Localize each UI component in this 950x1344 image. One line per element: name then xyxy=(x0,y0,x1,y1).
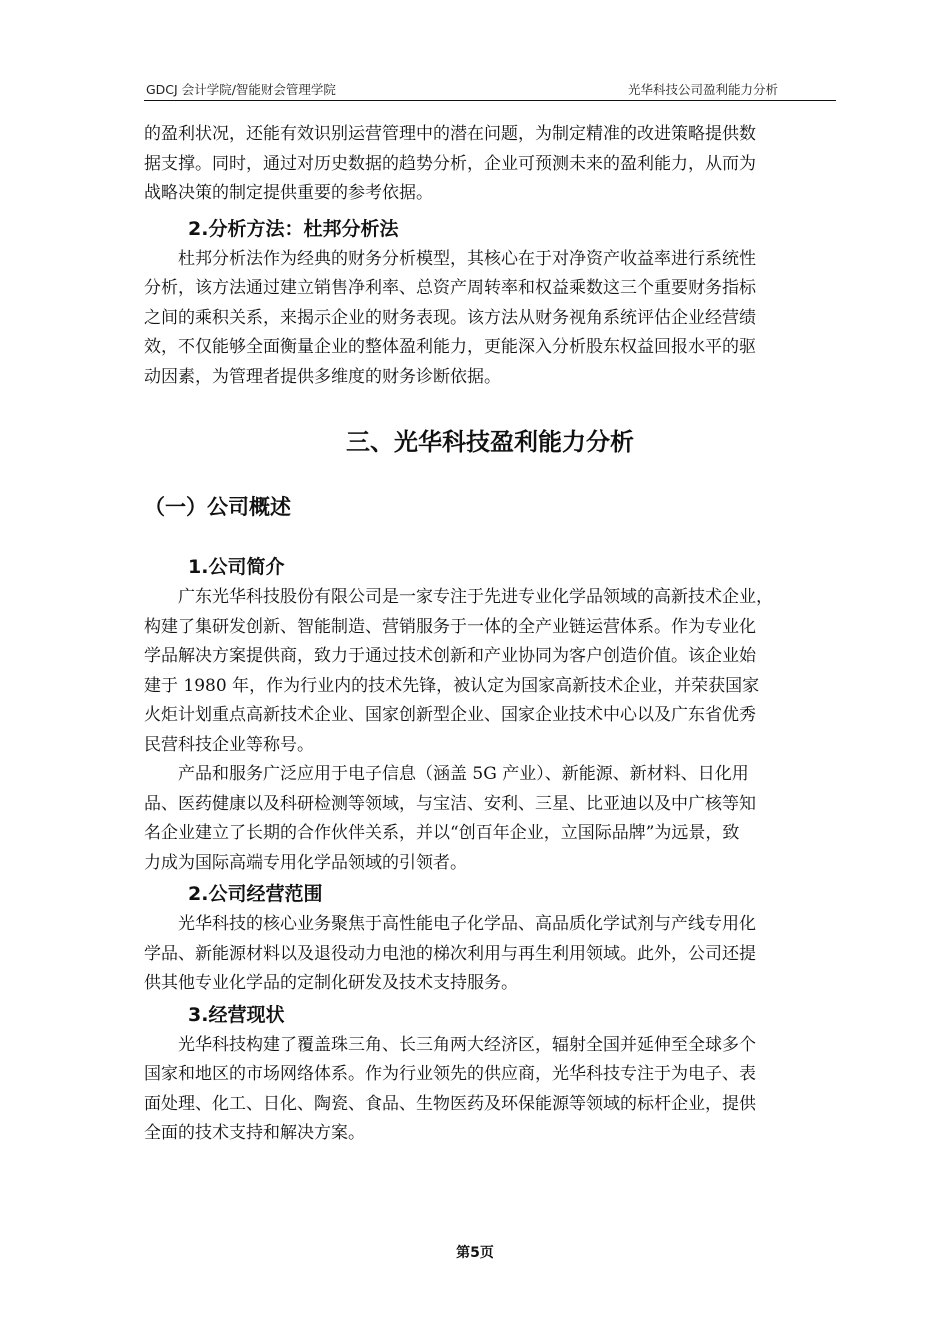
method-heading: 2.分析方法：杜邦分析法 xyxy=(188,217,399,240)
text-line: 学品解决方案提供商，致力于通过技术创新和产业协同为客户创造价值。该企业始 xyxy=(144,646,756,666)
text-line: 名企业建立了长期的合作伙伴关系，并以“创百年企业，立国际品牌”为远景，致 xyxy=(144,823,740,843)
text-line: 面处理、化工、日化、陶瓷、食品、生物医药及环保能源等领域的标杆企业，提供 xyxy=(144,1093,756,1114)
text-line: 建于 1980 年，作为行业内的技术先锋，被认定为国家高新技术企业，并荣获国家 xyxy=(144,675,760,696)
status-heading: 3.经营现状 xyxy=(188,1003,285,1026)
method-paragraph xyxy=(144,245,836,393)
intro-paragraph xyxy=(144,120,836,209)
text-line: 产品和服务广泛应用于电子信息（涵盖 5G 产业）、新能源、新材料、日化用 xyxy=(178,764,749,784)
profile-paragraph-2 xyxy=(144,760,836,878)
text-line: 供其他专业化学品的定制化研发及技术支持服务。 xyxy=(144,973,518,993)
text-line: 品、医药健康以及科研检测等领域，与宝洁、安利、三星、比亚迪以及中广核等知 xyxy=(144,793,756,814)
text-line: 效，不仅能够全面衡量企业的整体盈利能力，更能深入分析股东权益回报水平的驱 xyxy=(144,337,756,357)
text-line: 国家和地区的市场网络体系。作为行业领先的供应商，光华科技专注于为电子、表 xyxy=(144,1064,756,1084)
scope-paragraph xyxy=(144,910,836,999)
text-line: 战略决策的制定提供重要的参考依据。 xyxy=(144,183,433,203)
text-line: 之间的乘积关系，来揭示企业的财务表现。该方法从财务视角系统评估企业经营绩 xyxy=(144,307,756,328)
profile-heading: 1.公司简介 xyxy=(188,556,285,578)
text-line: 广东光华科技股份有限公司是一家专注于先进专业化学品领域的高新技术企业， xyxy=(178,587,773,607)
text-line: 分析，该方法通过建立销售净利率、总资产周转率和权益乘数这三个重要财务指标 xyxy=(144,278,756,298)
text-line: 杜邦分析法作为经典的财务分析模型，其核心在于对净资产收益率进行系统性 xyxy=(178,248,756,269)
profile-paragraph-1 xyxy=(144,583,836,760)
section-title: （一）公司概述 xyxy=(144,495,291,519)
page-header xyxy=(144,76,836,98)
status-paragraph xyxy=(144,1031,836,1149)
text-line: 全面的技术支持和解决方案。 xyxy=(144,1123,365,1143)
page-body xyxy=(144,120,836,1149)
chapter-title: 三、光华科技盈利能力分析 xyxy=(346,428,634,456)
text-line: 力成为国际高端专用化学品领域的引领者。 xyxy=(144,852,467,873)
text-line: 光华科技的核心业务聚焦于高性能电子化学品、高品质化学试剂与产线专用化 xyxy=(178,914,756,934)
text-line: 光华科技构建了覆盖珠三角、长三角两大经济区，辐射全国并延伸至全球多个 xyxy=(178,1034,756,1055)
text-line: 的盈利状况，还能有效识别运营管理中的潜在问题，为制定精准的改进策略提供数 xyxy=(144,124,756,144)
text-line: 火炬计划重点高新技术企业、国家创新型企业、国家企业技术中心以及广东省优秀 xyxy=(144,705,756,725)
text-line: 动因素，为管理者提供多维度的财务诊断依据。 xyxy=(144,366,501,387)
scope-heading: 2.公司经营范围 xyxy=(188,883,323,905)
text-line: 学品、新能源材料以及退役动力电池的梯次利用与再生利用领域。此外，公司还提 xyxy=(144,943,756,964)
header-document-title: 光华科技公司盈利能力分析 xyxy=(627,82,778,97)
text-line: 构建了集研发创新、智能制造、营销服务于一体的全产业链运营体系。作为专业化 xyxy=(144,616,756,637)
page-number: 第5页 xyxy=(456,1245,494,1261)
text-line: 据支撑。同时，通过对历史数据的趋势分析，企业可预测未来的盈利能力，从而为 xyxy=(144,153,756,174)
header-institution: GDCJ 会计学院/智能财会管理学院 xyxy=(146,82,336,97)
header-divider xyxy=(144,100,836,101)
text-line: 民营科技企业等称号。 xyxy=(144,734,314,755)
